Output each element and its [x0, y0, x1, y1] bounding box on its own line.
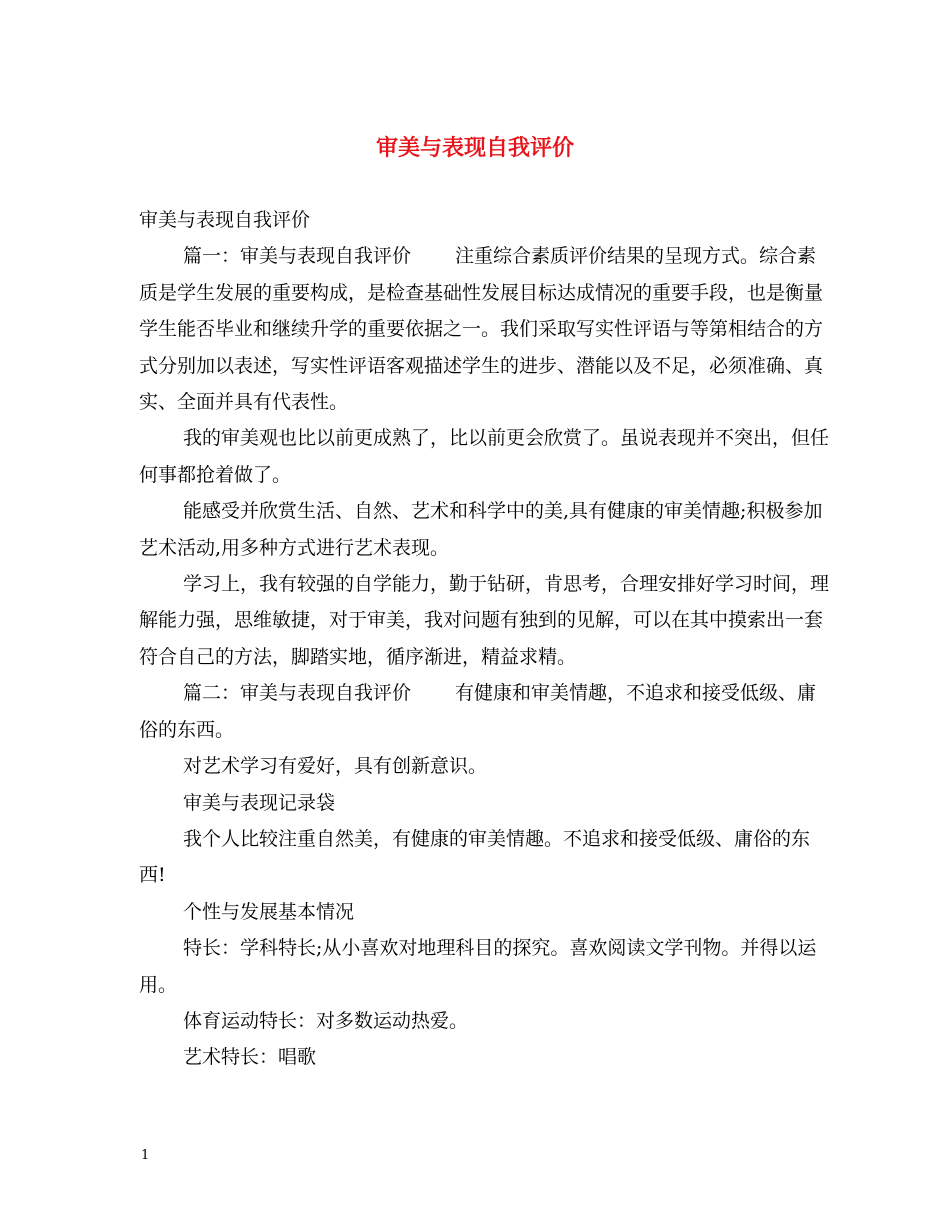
- paragraph-part-one: [139, 238, 829, 420]
- document-body: [139, 202, 829, 1076]
- document-title: 审美与表现自我评价: [375, 135, 574, 161]
- paragraph-natural-beauty: 我个人比较注重自然美，有健康的审美情趣。不追求和接受低级、庸俗的东西!: [139, 827, 811, 887]
- part-two-heading: 篇二：审美与表现自我评价: [183, 682, 412, 705]
- paragraph-appreciation: 能感受并欣赏生活、自然、艺术和科学中的美,具有健康的审美情趣;积极参加艺术活动,用多种方式进行艺术表现。: [139, 500, 823, 559]
- part-one-heading: 篇一：审美与表现自我评价: [183, 245, 412, 268]
- paragraph-subtitle: 审美与表现自我评价: [139, 209, 311, 231]
- paragraph-arts: 艺术特长：唱歌: [183, 1046, 317, 1069]
- paragraph-aesthetic-view: 我的审美观也比以前更成熟了，比以前更会欣赏了。虽说表现并不突出，但任何事都抢着做了。: [139, 427, 830, 486]
- paragraph-study: 学习上，我有较强的自学能力，勤于钻研，肯思考，合理安排好学习时间，理解能力强，思维敏捷，对于审美，我对问题有独到的见解，可以在其中摸索出一套符合自己的方法，脚踏实地，循序渐进，精益求精。: [139, 573, 830, 668]
- part-one-text: 注重综合素质评价结果的呈现方式。综合素质是学生发展的重要构成，是检查基础性发展目标达成情况的重要手段，也是衡量学生能否毕业和继续升学的重要依据之一。我们采取写实性评语与等第相结合的方式分别加以表述，写实性评语客观描述学生的进步、潜能以及不足，必须准确、真实、全面并具有代表性。: [139, 245, 824, 414]
- paragraph-part-two: [139, 675, 829, 748]
- part-two-text: 有健康和审美情趣，不追求和接受低级、庸俗的东西。: [139, 682, 817, 741]
- paragraph-personality: 个性与发展基本情况: [183, 900, 355, 923]
- paragraph-art-interest: 对艺术学习有爱好，具有创新意识。: [183, 755, 488, 778]
- paragraph-specialty: 特长：学科特长;从小喜欢对地理科目的探究。喜欢阅读文学刊物。并得以运用。: [139, 937, 817, 996]
- paragraph-sports: 体育运动特长：对多数运动热爱。: [183, 1009, 469, 1032]
- page-number: 1: [141, 1148, 150, 1163]
- paragraph-record-bag: 审美与表现记录袋: [183, 791, 336, 814]
